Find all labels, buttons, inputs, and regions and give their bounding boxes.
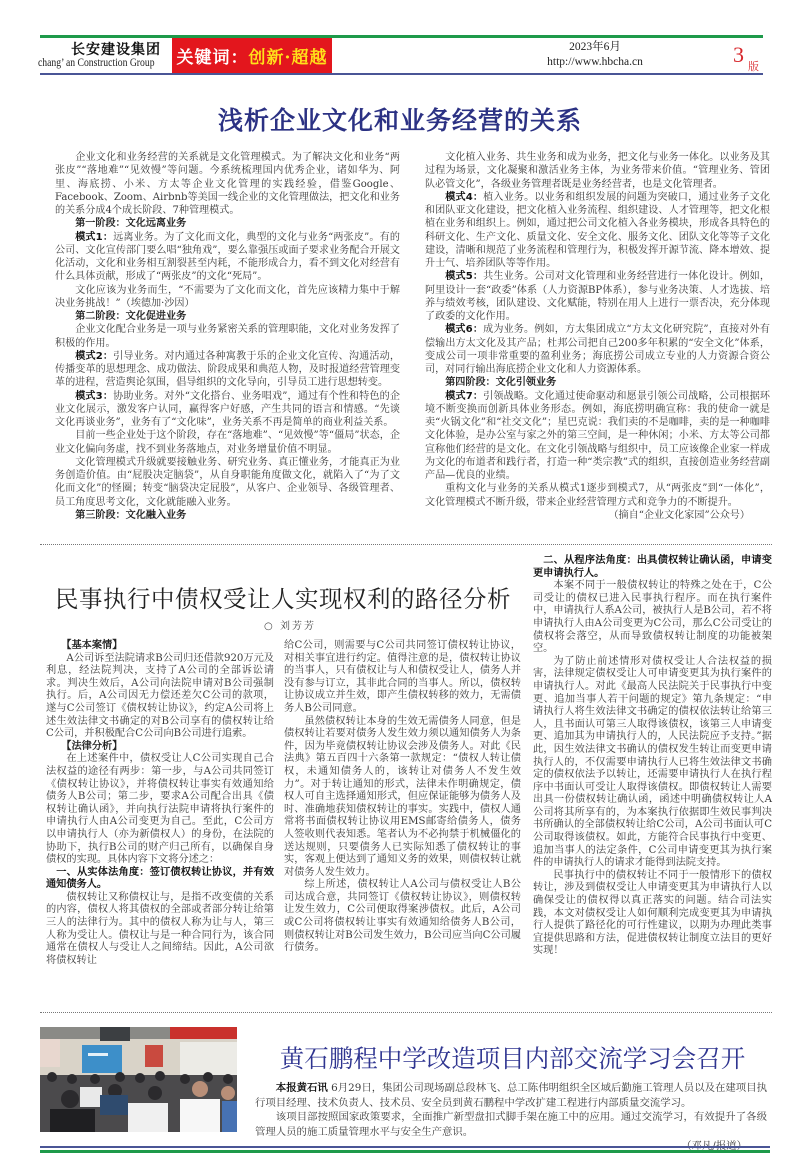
paragraph-text: 第一阶段：文化远离业务 [75,218,187,230]
paragraph-text: 文化管理模式升级就要接触业务、研究业务、真正懂业务，才能真正为业务创造价值。由“屁股决定脑袋”，从自身职能角度做文化，就陷入了“为了文化而文化”的怪圈；转变“脑袋决定屁股”，从客户、企业领导、各级管理者、员工角度思考文化，文化就能融入业务。 [55,456,400,508]
paragraph-text: 引领战略。文化通过使命驱动和愿景引领公司战略，公司根据环境不断变换而创新具体业务形态。例如，海底捞明确宣称：我的使命一就是卖“火锅文化”和“社交文化”；星巴克说：我们卖的不是咖啡，卖的是一种咖啡文化体验，是办公室与家之外的第三空间，是一种休闲；小米、方太等公司都宣称他们经营的是文化。在文化引领战略与组织中，员工应该像企业家一样成为文化的布道者和践行者，打造一种“类宗教”式的组织，直接创造业务经营副产品—优良的业绩。 [425,390,770,481]
paragraph-text: 文化应该为业务而生，“不需要为了文化而文化，首先应该精力集中于解决业务挑战！”（埃德加·沙因） [55,284,400,309]
paragraph-text: 综上所述，债权转让人A公司与债权受让人B公司达成合意，共同签订《债权转让协议》，则债权转让发生效力，C公司便取得案涉债权。此后，A公司或C公司将债权转让事实有效通知给债务人B公司，则债权转让对B公司发生效力，B公司应当向C公司履行债务。 [284,879,521,954]
section-heading [55,509,400,522]
paragraph [533,870,772,958]
paragraph [55,151,400,217]
header-top-rule [40,35,763,38]
article2-author: ○ 刘芳芳 [264,621,316,632]
paragraph-lead: 模式5： [445,271,484,283]
section-heading [55,217,400,230]
paragraph [533,656,772,870]
paragraph-text: （摘自“企业文化家园”公众号） [608,509,750,521]
paragraph-text: A公司诉至法院请求B公司归还借款920万元及利息，经法院判决，支持了A公司的全部诉讼请求。判决生效后，A公司向法院申请对B公司强制执行。后，A公司因无力偿还差欠C公司的款项，遂与C公司签订《债权转让协议》，约定A公司将上述生效法律文书确定的对B公司享有的债权转让给C公司，并积极配合C公司向B公司进行追索。 [46,652,274,740]
paragraph [425,191,770,271]
paragraph-text: 6月29日，集团公司现场副总段林飞、总工陈伟明组织全区域后勤施工管理人员以及在建项目执行项目经理、技术负责人、技术员、安全员到黄石鹏程中学改扩建工程进行内部质量交流学习。 [255,1082,768,1109]
section-heading [425,376,770,389]
footer-rule-green [40,1150,770,1153]
article3-title: 黄石鹏程中学改造项目内部交流学习会召开 [279,1044,746,1073]
paragraph-text: 协助业务。对外“文化搭台、业务唱戏”，通过有个性和特色的企业文化展示，激发客户认同，赢得客户好感，产生共同的语言和情感。“先谈文化再谈业务”，业务有了“文化味”，业务关系不再是简单的商业利益关系。 [55,390,400,428]
paragraph-text: 在上述案件中，债权受让人C公司实现自己合法权益的途径有两步：第一步，与A公司共同签订《债权转让协议》，并将债权转让事实有效通知给债务人B公司；第二步，要求A公司配合出具《债权转让确认函》，并向执行法院申请将执行案件的申请执行人由A公司变更为自己。至此，C公司方以申请执行人（亦为新债权人）的身份，在法院的协助下，执行B公司的财产归己所有，以确保自身债权的实现。具体内容下文将分述之： [46,753,274,866]
paragraph [284,879,521,955]
paragraph [55,456,400,509]
paragraph-text: 为了防止前述情形对债权受让人合法权益的损害，法律规定债权受让人可申请变更其为执行案件的申请执行人。对此《最高人民法院关于民事执行中变更、追加当事人若干问题的规定》第九条规定：“申请执行人将生效法律文书确定的债权依法转让给第三人，且书面认可第三人取得该债权，该第三人申请变更、追加其为申请执行人的，人民法院应予支持。”据此，因生效法律文书确认的债权发生转让而变更申请执行人的，不仅需要申请执行人已将生效法律文书确定的债权依法予以转让，还需要申请执行人在执行程序中书面认可受让人取得该债权。即债权转让人需要出具一份债权转让确认函，函述中明确债权转让人A公司将其所享有的，为本案执行依据即生效民事判决书所确认的全部债权转让给C公司，A公司书面认可C公司取得该债权。如此，方能符合民事执行中变更、追加当事人的法定条件，C公司申请变更其为执行案件的申请执行人的请求才能得到法院支持。 [533,655,772,869]
article3-body [255,1081,767,1154]
paragraph-text: 该项目部按照国家政策要求，全面推广新型盘扣式脚手架在施工中的应用。通过交流学习，有效提升了各级管理人员的施工质量管理水平与安全生产意识。 [255,1111,767,1138]
section-divider [40,1012,772,1013]
paragraph [55,350,400,390]
paragraph-text: 【法律分析】 [61,740,123,752]
paragraph-text: 重构文化与业务的关系从模式1逐步到模式7，从“两张皮”到“一体化”，文化管理模式不断升级，带来企业经营管理方式和竞争力的不断提升。 [425,483,770,508]
paragraph [255,1081,767,1110]
paragraph-text: 文化植入业务、共生业务和成为业务，把文化与业务一体化。以业务及其过程为场景，文化凝聚和激活业务主体，为业务带来价值。“管理业务、管团队必管文化”，各级业务管理者既是业务经营者，也是文化管理者。 [425,152,770,190]
paragraph-lead: 模式4： [445,191,484,203]
paragraph-text: 目前一些企业处于这个阶段，存在“落地难”、“见效慢”等“僵局”状态，企业文化偏向务虚，找不到业务落地点，对业务增量价值不明显。 [55,430,400,455]
paragraph [46,653,274,741]
keyword-banner [172,38,332,73]
paragraph [533,580,772,656]
paragraph [55,390,400,430]
paragraph-text: 民事执行中的债权转让不同于一般情形下的债权转让，涉及到债权受让人申请变更其为申请执行人以确保受让的债权得以真正落实的问题。结合司法实践，本文对债权受让人如何顺利完成变更其为申请执行人提供了路径化的可行性建议，以期为办理此类事宜提供思路和方法，促进债权转让制度立法目的更好实现！ [533,869,772,957]
page-suffix: 版 [748,60,759,73]
paragraph-text: 第三阶段：文化融入业务 [75,509,187,521]
article2-title: 民事执行中债权受让人实现权利的路径分析 [55,585,511,613]
paragraph-text: 共生业务。公司对文化管理和业务经营进行一体化设计。例如，阿里设计一套“政委”体系（人力资源BP体系），参与业务决策、人才选拔、培养与绩效考核，团队建设、文化赋能，特别在用人上进行一票否决，充分体现了政委的文化作用。 [425,271,770,322]
paragraph [55,429,400,456]
article2-column-3 [533,555,772,958]
website-url[interactable]: http://www.hbcha.cn [547,56,643,68]
paragraph [46,892,274,968]
paragraph-text: 虽然债权转让本身的生效无需债务人同意，但是债权转让若要对债务人发生效力须以通知债务人为条件，因为毕竟债权转让协议会涉及债务人。对此《民法典》第五百四十六条第一款规定：“债权人转让债权，未通知债务人的，该转让对债务人不发生效力”。对于转让通知的形式，法律未作明确规定，债权人可自主选择通知形式，但应保证能够为债务人及时、准确地获知债权转让的事实。实践中，债权人通常将书面债权转让协议用EMS邮寄给债务人，债务人签收则代表知悉。笔者认为不必拘禁于机械僵化的送达规则，只要债务人已实际知悉了债权转让的事实，客观上便达到了通知义务的效果，则债权转让就对债务人发生效力。 [284,715,521,878]
paragraph [425,482,770,509]
paragraph-text: 债权转让又称债权让与，是指不改变债的关系的内容，债权人将其债权的全部或者部分转让给第三人的法律行为。其中的债权人称为让与人，第三人称为受让人。债权让与是一种合同行为，该合同通常在债权人与受让人之间缔结。因此，A公司欲将债权转让 [46,891,274,966]
source-credit [425,509,770,522]
article1-right-column [425,151,770,522]
issue-date: 2023年6月 [569,41,621,53]
page-number: 3 [733,42,744,67]
keyword-label: 关键词： [176,48,249,68]
paragraph-text: 远离业务。为了文化而文化，典型的文化与业务“两张皮”。有的公司、文化宣传部门要么唱“独角戏”，要么靠强压或面子要求业务配合开展文化活动，文化和业务相互割裂甚至内耗，不能形成合力，看不到文化对经营有什么具体贡献，形成了“两张皮”的文化“死局”。 [55,231,400,283]
paragraph-text: 二、从程序法角度：出具债权转让确认函，申请变更申请执行人。 [533,555,772,579]
paragraph-text: 引导业务。对内通过各种寓教于乐的企业文化宣传、沟通活动，传播变革的思想理念、成功做法、阶段成果和典范人物，及时报道经营管理变革的进程，营造舆论氛围，倡导组织的文化导向，引导员工进行思想转变。 [55,350,400,389]
paragraph-text: 植入业务。以业务和组织发展的问题为突破口，通过业务子文化和团队亚文化建设，把文化植入业务流程、组织建设、人才管理等，把文化根植在业务和组织上。例如，通过把公司文化植入各业务模块，形成各具特色的科研文化、生产文化、质量文化、安全文化、服务文化、团队文化等等子文化建设，清晰和规范了业务流程和管理行为，积极发挥开源节流、降本增效、提升士气、培养团队等等作用。 [425,191,770,269]
paragraph-lead: 本报黄石讯 [275,1082,328,1094]
paragraph [284,716,521,880]
brand-name-en: chang’ an Construction Group [38,57,155,69]
paragraph-lead: 模式3： [75,390,114,402]
paragraph [425,323,770,376]
article1-title: 浅析企业文化和业务经营的关系 [217,106,582,135]
paragraph [425,151,770,191]
subsection-heading [533,555,772,580]
paragraph-lead: 模式1： [75,231,114,243]
paragraph-lead: 模式2： [75,350,114,362]
paragraph-text: 给C公司，则需要与C公司共同签订债权转让协议，对相关事宜进行约定。值得注意的是，债权转让协议的当事人，只有债权让与人和债权受让人，债务人并没有参与订立，其非此合同的当事人。所以，债权转让协议成立并生效，即产生债权转移的效力，无需债务人B公司同意。 [284,640,521,714]
paragraph-text: 第四阶段：文化引领业务 [445,377,557,389]
brand-name-cn: 长安建设集团 [71,42,161,58]
paragraph-text: 一、从实体法角度：签订债权转让协议，并有效通知债务人。 [46,866,274,891]
paragraph [55,323,400,350]
paragraph-text: 成为业务。例如，方太集团成立“方太文化研究院”，直接对外有偿输出方太文化及其产品；杜邦公司把自己200多年积累的“安全文化”体系，变成公司一项非常重要的盈利业务；海底捞公司成立专业的人力资源合资公司，对同行输出海底捞企业文化和人力资源体系。 [425,324,770,375]
paragraph-continued [284,640,521,716]
paragraph-text: 企业文化配合业务是一项与业务紧密关系的管理职能，文化对业务发挥了积极的作用。 [55,324,400,349]
paragraph-text: 本案不同于一般债权转让的特殊之处在于，C公司受让的债权已进入民事执行程序。而在执行案件中，申请执行人系A公司，被执行人是B公司，若不将申请执行人由A公司变更为C公司，那么C公司受让的债权将会落空，从而导致债权转让制度的功能被架空。 [533,580,772,655]
paragraph-lead: 模式6： [445,324,484,336]
article2-column-2 [284,640,521,955]
section-heading [46,741,274,754]
paragraph [55,284,400,311]
section-divider [40,544,772,545]
paragraph-text: 【基本案情】 [61,640,123,651]
paragraph-text: 第二阶段：文化促进业务 [75,311,187,322]
meeting-photo [40,1027,237,1132]
paragraph [425,270,770,323]
section-heading [55,310,400,323]
header-bottom-rule [40,73,763,75]
article2-column-1 [46,640,274,967]
paragraph [46,753,274,866]
footer-rule-blue [40,1146,770,1148]
keywords: 创新·超越 [248,48,328,68]
paragraph [255,1110,767,1139]
paragraph-lead: 模式7： [445,390,484,402]
paragraph-text: 企业文化和业务经营的关系就是文化管理模式。为了解决文化和业务“两张皮”“落地难”“见效慢”等问题。今系统梳理国内优秀企业，诸如华为、阿里、海底捞、小米、方太等企业文化管理的实践经验，借鉴Google、Facebook、Zoom、Airbnb等美国一线企业的文化管理做法，把文化和业务的关系分成4个成长阶段、7种管理模式。 [55,152,400,216]
paragraph [55,231,400,284]
subsection-heading [46,867,274,892]
paragraph [425,390,770,483]
article1-left-column [55,151,400,522]
section-heading [46,640,274,653]
